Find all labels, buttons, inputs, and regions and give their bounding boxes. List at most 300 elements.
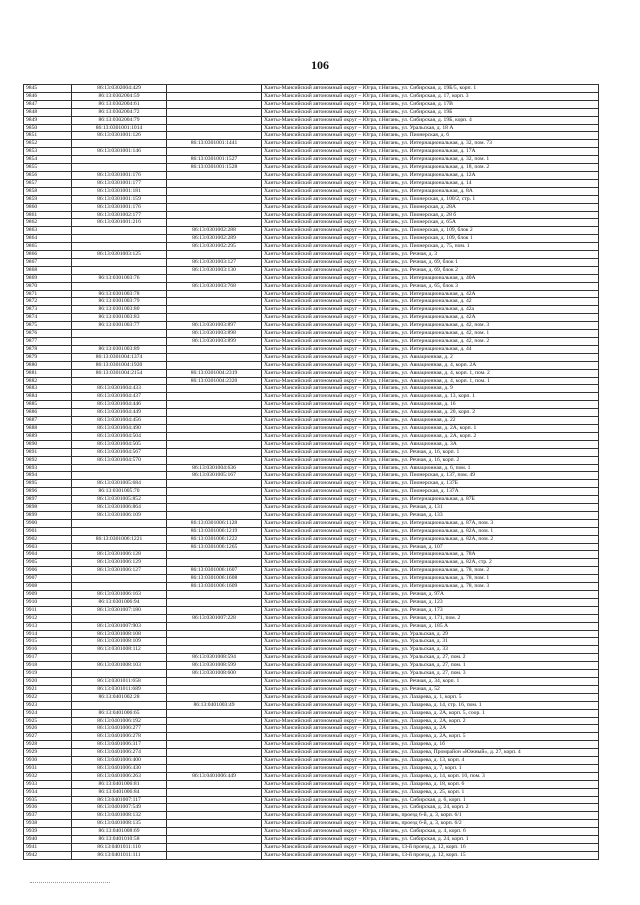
room-cadastral-cell: 86:13:0301008:599 <box>167 662 262 670</box>
row-number-cell: 9924 <box>24 709 72 717</box>
address-cell: Ханты-Мансийский автономный округ – Югра, г.Нягань, ул. Речная, д. 16, корп. 2 <box>262 456 599 464</box>
cadastral-number-cell <box>72 235 167 243</box>
room-cadastral-cell: 86:13:0301006:1128 <box>167 519 262 527</box>
cadastral-number-cell: 86:13:0301001:181 <box>72 187 167 195</box>
address-cell: Ханты-Мансийский автономный округ – Югра, г.Нягань, ул. Речная, д. 171, пом. 2 <box>262 614 599 622</box>
address-cell: Ханты-Мансийский автономный округ – Югра, г.Нягань, ул. Авиационная, д. 22 <box>262 417 599 425</box>
room-cadastral-cell <box>167 132 262 140</box>
address-cell: Ханты-Мансийский автономный округ – Югра, г.Нягань, ул. Авиационная, д. 2 <box>262 353 599 361</box>
table-row <box>24 535 599 543</box>
room-cadastral-cell <box>167 693 262 701</box>
address-cell: Ханты-Мансийский автономный округ – Югра, г.Нягань, ул. Уральская, д. 31 <box>262 638 599 646</box>
cadastral-number-cell <box>72 464 167 472</box>
cadastral-number-cell: 86:13:0301011:689 <box>72 685 167 693</box>
row-number-cell: 9881 <box>24 369 72 377</box>
cadastral-number-cell: 86:13:0301004:437 <box>72 393 167 401</box>
row-number-cell: 9880 <box>24 361 72 369</box>
address-cell: Ханты-Мансийский автономный округ – Югра, г.Нягань, ул. Речная, д. 123 <box>262 598 599 606</box>
room-cadastral-cell <box>167 812 262 820</box>
cadastral-number-cell: 86:13:0301004:490 <box>72 424 167 432</box>
cadastral-number-cell: 86:13:0302004:79 <box>72 116 167 124</box>
row-number-cell: 9926 <box>24 725 72 733</box>
cadastral-number-cell: 86:13:0301001:146 <box>72 148 167 156</box>
row-number-cell: 9847 <box>24 100 72 108</box>
cadastral-number-cell: 86:13:0401007:117 <box>72 796 167 804</box>
row-number-cell: 9885 <box>24 401 72 409</box>
address-cell: Ханты-Мансийский автономный округ – Югра, г.Нягань, ул. Авиационная, д. 6, пом. 1 <box>262 464 599 472</box>
room-cadastral-cell <box>167 741 262 749</box>
table-row <box>24 116 599 124</box>
cadastral-number-cell: 86:13:0401010:58 <box>72 836 167 844</box>
address-cell: Ханты-Мансийский автономный округ – Югра, г.Нягань, ул. Интернациональная, д. 42а <box>262 306 599 314</box>
table-row <box>24 504 599 512</box>
table-row <box>24 251 599 259</box>
cadastral-number-cell <box>72 266 167 274</box>
room-cadastral-cell <box>167 591 262 599</box>
table-row <box>24 353 599 361</box>
room-cadastral-cell <box>167 646 262 654</box>
room-cadastral-cell: 86:13:0301003:127 <box>167 258 262 266</box>
table-row <box>24 100 599 108</box>
row-number-cell: 9854 <box>24 156 72 164</box>
room-cadastral-cell <box>167 796 262 804</box>
row-number-cell: 9905 <box>24 559 72 567</box>
address-cell: Ханты-Мансийский автономный округ – Югра, г.Нягань, ул. Пионерская, д. 28А <box>262 203 599 211</box>
row-number-cell: 9846 <box>24 92 72 100</box>
room-cadastral-cell <box>167 195 262 203</box>
row-number-cell: 9908 <box>24 583 72 591</box>
row-number-cell: 9891 <box>24 448 72 456</box>
row-number-cell: 9900 <box>24 519 72 527</box>
cadastral-number-cell: 86:13:0301004:567 <box>72 448 167 456</box>
room-cadastral-cell: 86:13:0301004:2320 <box>167 377 262 385</box>
row-number-cell: 9867 <box>24 258 72 266</box>
room-cadastral-cell <box>167 551 262 559</box>
room-cadastral-cell: 86:13:0301005:167 <box>167 472 262 480</box>
row-number-cell: 9935 <box>24 796 72 804</box>
cadastral-number-cell: 86:13:0301006:109 <box>72 511 167 519</box>
row-number-cell: 9901 <box>24 527 72 535</box>
cadastral-number-cell <box>72 543 167 551</box>
row-number-cell: 9863 <box>24 227 72 235</box>
room-cadastral-cell <box>167 440 262 448</box>
cadastral-number-cell: 86:13:0301001:176 <box>72 203 167 211</box>
table-row <box>24 693 599 701</box>
address-cell: Ханты-Мансийский автономный округ – Югра, г.Нягань, ул. Уральская, д. 27, пом. 3 <box>262 670 599 678</box>
room-cadastral-cell: 86:13:0301006:1609 <box>167 583 262 591</box>
address-cell: Ханты-Мансийский автономный округ – Югра, г.Нягань, ул. Авиационная, д. 2А, корп. 1 <box>262 424 599 432</box>
address-cell: Ханты-Мансийский автономный округ – Югра, г.Нягань, ул. Пионерская, д. 100/2, стр. 1 <box>262 195 599 203</box>
room-cadastral-cell <box>167 836 262 844</box>
address-cell: Ханты-Мансийский автономный округ – Югра, г.Нягань, ул. Интернациональная, д. 82А, пом. 1 <box>262 527 599 535</box>
property-table-body <box>24 85 599 860</box>
row-number-cell: 9897 <box>24 496 72 504</box>
table-row <box>24 749 599 757</box>
room-cadastral-cell <box>167 401 262 409</box>
address-cell: Ханты-Мансийский автономный округ – Югра, г.Нягань, ул. Лазарева, д. 2А <box>262 725 599 733</box>
table-row <box>24 187 599 195</box>
room-cadastral-cell <box>167 92 262 100</box>
cadastral-number-cell: 86:13:0301002:177 <box>72 211 167 219</box>
row-number-cell: 9878 <box>24 345 72 353</box>
cadastral-number-cell: 86:13:0301003:78 <box>72 290 167 298</box>
address-cell: Ханты-Мансийский автономный округ – Югра, г.Нягань, ул. Пионерская, д. 75, пом. 1 <box>262 243 599 251</box>
row-number-cell: 9907 <box>24 575 72 583</box>
cadastral-number-cell: 86:13:0301006:127 <box>72 567 167 575</box>
address-cell: Ханты-Мансийский автономный округ – Югра, г.Нягань, ул. Интернациональная, д. 42А <box>262 314 599 322</box>
cadastral-number-cell: 86:13:0301004:446 <box>72 401 167 409</box>
room-cadastral-cell: 86:13:0301007:228 <box>167 614 262 622</box>
cadastral-number-cell: 86:13:0301003:89 <box>72 345 167 353</box>
table-row <box>24 124 599 132</box>
row-number-cell: 9852 <box>24 140 72 148</box>
row-number-cell: 9919 <box>24 670 72 678</box>
cadastral-number-cell: 86:13:0301004:505 <box>72 440 167 448</box>
room-cadastral-cell <box>167 306 262 314</box>
row-number-cell: 9925 <box>24 717 72 725</box>
row-number-cell: 9871 <box>24 290 72 298</box>
address-cell: Ханты-Мансийский автономный округ – Югра, г.Нягань, ул. Интернациональная, д. 42 <box>262 298 599 306</box>
table-row <box>24 519 599 527</box>
table-row <box>24 804 599 812</box>
cadastral-number-cell: 86:13:0401008:69 <box>72 828 167 836</box>
table-row <box>24 764 599 772</box>
row-number-cell: 9887 <box>24 417 72 425</box>
address-cell: Ханты-Мансийский автономный округ – Югра, г.Нягань, проезд 6-й, д. 3, корп. 6/2 <box>262 820 599 828</box>
cadastral-number-cell <box>72 377 167 385</box>
table-row <box>24 685 599 693</box>
table-row <box>24 322 599 330</box>
row-number-cell: 9914 <box>24 630 72 638</box>
room-cadastral-cell <box>167 749 262 757</box>
room-cadastral-cell <box>167 290 262 298</box>
address-cell: Ханты-Мансийский автономный округ – Югра, г.Нягань, ул. Лазарева, д. 18, корп. 6 <box>262 780 599 788</box>
cadastral-number-cell: 86:13:0301003:77 <box>72 322 167 330</box>
table-row <box>24 409 599 417</box>
room-cadastral-cell <box>167 851 262 859</box>
row-number-cell: 9909 <box>24 591 72 599</box>
table-row <box>24 227 599 235</box>
address-cell: Ханты-Мансийский автономный округ – Югра, г.Нягань, ул. Лазарева, д. 2А, корп. 5, соор. 1 <box>262 709 599 717</box>
cadastral-number-cell: 86:13:0401006:81 <box>72 780 167 788</box>
cadastral-number-cell <box>72 243 167 251</box>
address-cell: Ханты-Мансийский автономный округ – Югра, г.Нягань, ул. Уральская, д. 27, пом. 2 <box>262 654 599 662</box>
address-cell: Ханты-Мансийский автономный округ – Югра, г.Нягань, ул. Речная, д. 34, корп. 1 <box>262 677 599 685</box>
table-row <box>24 511 599 519</box>
table-row <box>24 361 599 369</box>
table-row <box>24 701 599 709</box>
cadastral-number-cell: 86:13:0401002:28 <box>72 693 167 701</box>
table-row <box>24 527 599 535</box>
cadastral-number-cell: 86:13:0401006:84 <box>72 788 167 796</box>
table-row <box>24 92 599 100</box>
address-cell: Ханты-Мансийский автономный округ – Югра, г.Нягань, ул. Авиационная, д. 4, корп. 1, пом. 1 <box>262 377 599 385</box>
row-number-cell: 9856 <box>24 171 72 179</box>
room-cadastral-cell: 86:13:0301008:600 <box>167 670 262 678</box>
address-cell: Ханты-Мансийский автономный округ – Югра, г.Нягань, ул. Интернациональная, д. 42А <box>262 290 599 298</box>
address-cell: Ханты-Мансийский автономный округ – Югра, г.Нягань, ул. Речная, д. 52 <box>262 685 599 693</box>
cadastral-number-cell: 86:13:0301004:504 <box>72 432 167 440</box>
table-row <box>24 258 599 266</box>
row-number-cell: 9893 <box>24 464 72 472</box>
cadastral-number-cell: 86:13:0301007:180 <box>72 606 167 614</box>
room-cadastral-cell <box>167 148 262 156</box>
table-row <box>24 543 599 551</box>
room-cadastral-cell: 86:13:0301006:1608 <box>167 575 262 583</box>
address-cell: Ханты-Мансийский автономный округ – Югра, г.Нягань, ул. Авиационная, д. 4, корп. 2А <box>262 361 599 369</box>
cadastral-number-cell: 86:13:0301004:570 <box>72 456 167 464</box>
table-row <box>24 156 599 164</box>
address-cell: Ханты-Мансийский автономный округ – Югра, г.Нягань, 13-й проезд, д. 12, корп. 15 <box>262 851 599 859</box>
address-cell: Ханты-Мансийский автономный округ – Югра, г.Нягань, ул. Интернациональная, д. 32, пом. 73 <box>262 140 599 148</box>
room-cadastral-cell <box>167 828 262 836</box>
room-cadastral-cell: 86:13:0301006:1222 <box>167 535 262 543</box>
row-number-cell: 9872 <box>24 298 72 306</box>
row-number-cell: 9899 <box>24 511 72 519</box>
table-row <box>24 551 599 559</box>
room-cadastral-cell <box>167 717 262 725</box>
table-row <box>24 820 599 828</box>
address-cell: Ханты-Мансийский автономный округ – Югра, г.Нягань, ул. Интернациональная, д. 18, пом. 2 <box>262 164 599 172</box>
cadastral-number-cell: 86:13:0401006:263 <box>72 772 167 780</box>
cadastral-number-cell <box>72 575 167 583</box>
address-cell: Ханты-Мансийский автономный округ – Югра, г.Нягань, ул. Интернациональная, д. 17А <box>262 148 599 156</box>
row-number-cell: 9898 <box>24 504 72 512</box>
cadastral-number-cell: 86:13:0301001:216 <box>72 219 167 227</box>
table-row <box>24 314 599 322</box>
address-cell: Ханты-Мансийский автономный округ – Югра, г.Нягань, ул. Интернациональная, д. 87А, пом. 3 <box>262 519 599 527</box>
cadastral-number-cell: 86:13:0401007:549 <box>72 804 167 812</box>
cadastral-number-cell: 86:13:0301005:70 <box>72 488 167 496</box>
row-number-cell: 9864 <box>24 235 72 243</box>
room-cadastral-cell <box>167 598 262 606</box>
cadastral-number-cell: 86:13:0301006:1221 <box>72 535 167 543</box>
room-cadastral-cell <box>167 788 262 796</box>
row-number-cell: 9886 <box>24 409 72 417</box>
room-cadastral-cell <box>167 179 262 187</box>
row-number-cell: 9939 <box>24 828 72 836</box>
address-cell: Ханты-Мансийский автономный округ – Югра, г.Нягань, ул. Интернациональная, д. 87Б <box>262 496 599 504</box>
row-number-cell: 9869 <box>24 274 72 282</box>
row-number-cell: 9930 <box>24 757 72 765</box>
table-row <box>24 290 599 298</box>
cadastral-number-cell: 86:13:0301005:684 <box>72 480 167 488</box>
row-number-cell: 9904 <box>24 551 72 559</box>
room-cadastral-cell: 86:13:0301006:1219 <box>167 527 262 535</box>
row-number-cell: 9920 <box>24 677 72 685</box>
table-row <box>24 385 599 393</box>
room-cadastral-cell: 86:13:0301003:897 <box>167 322 262 330</box>
row-number-cell: 9917 <box>24 654 72 662</box>
table-row <box>24 741 599 749</box>
address-cell: Ханты-Мансийский автономный округ – Югра, г.Нягань, ул. Лазарева, д. 2А, корп. 2 <box>262 717 599 725</box>
row-number-cell: 9921 <box>24 685 72 693</box>
table-row <box>24 725 599 733</box>
table-row <box>24 282 599 290</box>
table-row <box>24 583 599 591</box>
cadastral-number-cell: 86:13:0301003:83 <box>72 314 167 322</box>
address-cell: Ханты-Мансийский автономный округ – Югра, г.Нягань, ул. Сибирская, д. 19Б, корп. 4 <box>262 116 599 124</box>
room-cadastral-cell <box>167 448 262 456</box>
cadastral-number-cell <box>72 670 167 678</box>
address-cell: Ханты-Мансийский автономный округ – Югра, г.Нягань, ул. Интернациональная, д. 14 <box>262 179 599 187</box>
table-row <box>24 195 599 203</box>
table-row <box>24 780 599 788</box>
row-number-cell: 9894 <box>24 472 72 480</box>
cadastral-number-cell: 86:13:0301006:94 <box>72 598 167 606</box>
cadastral-number-cell: 86:13:0301006:864 <box>72 504 167 512</box>
row-number-cell: 9874 <box>24 314 72 322</box>
room-cadastral-cell <box>167 424 262 432</box>
room-cadastral-cell <box>167 606 262 614</box>
room-cadastral-cell <box>167 385 262 393</box>
table-row <box>24 148 599 156</box>
address-cell: Ханты-Мансийский автономный округ – Югра, г.Нягань, ул. Пионерская, д. 6 <box>262 132 599 140</box>
table-row <box>24 654 599 662</box>
row-number-cell: 9895 <box>24 480 72 488</box>
room-cadastral-cell: 86:13:0301006:1607 <box>167 567 262 575</box>
room-cadastral-cell: 86:13:0301001:1441 <box>167 140 262 148</box>
address-cell: Ханты-Мансийский автономный округ – Югра, г.Нягань, ул. Интернациональная, д. 40А <box>262 274 599 282</box>
address-cell: Ханты-Мансийский автономный округ – Югра, г.Нягань, ул. Пионерская, д. 137Б <box>262 480 599 488</box>
room-cadastral-cell: 86:13:0301002:289 <box>167 235 262 243</box>
room-cadastral-cell <box>167 108 262 116</box>
room-cadastral-cell <box>167 251 262 259</box>
row-number-cell: 9858 <box>24 187 72 195</box>
room-cadastral-cell <box>167 733 262 741</box>
room-cadastral-cell <box>167 559 262 567</box>
table-row <box>24 488 599 496</box>
cadastral-number-cell <box>72 227 167 235</box>
address-cell: Ханты-Мансийский автономный округ – Югра, г.Нягань, ул. Интернациональная, д. 78, пом. 3 <box>262 583 599 591</box>
room-cadastral-cell: 86:13:0301002:295 <box>167 243 262 251</box>
address-cell: Ханты-Мансийский автономный округ – Югра, г.Нягань, ул. Речная, д. 3 <box>262 251 599 259</box>
table-row <box>24 638 599 646</box>
address-cell: Ханты-Мансийский автономный округ – Югра, г.Нягань, ул. Пионерская, д. 28 б <box>262 211 599 219</box>
row-number-cell: 9889 <box>24 432 72 440</box>
cadastral-number-cell <box>72 701 167 709</box>
table-row <box>24 844 599 852</box>
table-row <box>24 709 599 717</box>
table-row <box>24 464 599 472</box>
address-cell: Ханты-Мансийский автономный округ – Югра, г.Нягань, ул. Речная, д. 97А <box>262 591 599 599</box>
table-row <box>24 203 599 211</box>
table-row <box>24 575 599 583</box>
table-row <box>24 108 599 116</box>
cadastral-number-cell: 86:13:0401006:192 <box>72 717 167 725</box>
cadastral-number-cell <box>72 338 167 346</box>
table-row <box>24 306 599 314</box>
table-row <box>24 179 599 187</box>
table-row <box>24 496 599 504</box>
address-cell: Ханты-Мансийский автономный округ – Югра, г.Нягань, ул. Интернациональная, д. 42, пом. 2 <box>262 338 599 346</box>
address-cell: Ханты-Мансийский автономный округ – Югра, г.Нягань, ул. Пионерская, д. 65А <box>262 219 599 227</box>
address-cell: Ханты-Мансийский автономный округ – Югра, г.Нягань, проезд 6-й, д. 3, корп. 6/1 <box>262 812 599 820</box>
table-row <box>24 677 599 685</box>
table-row <box>24 567 599 575</box>
room-cadastral-cell: 86:13:0301008:594 <box>167 654 262 662</box>
address-cell: Ханты-Мансийский автономный округ – Югра, г.Нягань, ул. Авиационная, д. 3А <box>262 440 599 448</box>
table-row <box>24 171 599 179</box>
row-number-cell: 9933 <box>24 780 72 788</box>
room-cadastral-cell <box>167 780 262 788</box>
address-cell: Ханты-Мансийский автономный округ – Югра, г.Нягань, 13-й проезд, д. 12, корп. 16 <box>262 844 599 852</box>
room-cadastral-cell <box>167 844 262 852</box>
table-row <box>24 606 599 614</box>
room-cadastral-cell: 86:13:0301003:899 <box>167 338 262 346</box>
room-cadastral-cell <box>167 820 262 828</box>
table-row <box>24 717 599 725</box>
address-cell: Ханты-Мансийский автономный округ – Югра, г.Нягань, ул. Лазарева, д. 7, корп. 1 <box>262 764 599 772</box>
table-row <box>24 448 599 456</box>
address-cell: Ханты-Мансийский автономный округ – Югра, г.Нягань, ул. Сибирская, д. 6, корп. 1 <box>262 796 599 804</box>
room-cadastral-cell <box>167 409 262 417</box>
cadastral-number-cell <box>72 156 167 164</box>
cadastral-number-cell: 86:13:0302004:59 <box>72 92 167 100</box>
table-row <box>24 401 599 409</box>
address-cell: Ханты-Мансийский автономный округ – Югра, г.Нягань, ул. Интернациональная, д. 82А, пом. 2 <box>262 535 599 543</box>
address-cell: Ханты-Мансийский автономный округ – Югра, г.Нягань, ул. Интернациональная, д. 78, пом. 1 <box>262 575 599 583</box>
room-cadastral-cell: 86:13:0301002:288 <box>167 227 262 235</box>
cadastral-number-cell: 86:13:0301003:80 <box>72 306 167 314</box>
table-row <box>24 369 599 377</box>
cadastral-number-cell <box>72 519 167 527</box>
table-row <box>24 630 599 638</box>
cadastral-number-cell <box>72 472 167 480</box>
room-cadastral-cell: 86:13:0301003:898 <box>167 330 262 338</box>
row-number-cell: 9865 <box>24 243 72 251</box>
cadastral-number-cell: 86:13:0301006:163 <box>72 591 167 599</box>
address-cell: Ханты-Мансийский автономный округ – Югра, г.Нягань, ул. Лазарева, д. 14, стр. 16, пом. 1 <box>262 701 599 709</box>
cadastral-number-cell: 86:13:0401006:274 <box>72 749 167 757</box>
row-number-cell: 9938 <box>24 820 72 828</box>
cadastral-number-cell: 86:13:0401006:65 <box>72 709 167 717</box>
room-cadastral-cell <box>167 393 262 401</box>
row-number-cell: 9934 <box>24 788 72 796</box>
cadastral-number-cell: 86:13:0301008:112 <box>72 646 167 654</box>
cadastral-number-cell: 86:13:0301001:176 <box>72 171 167 179</box>
row-number-cell: 9855 <box>24 164 72 172</box>
room-cadastral-cell <box>167 488 262 496</box>
row-number-cell: 9853 <box>24 148 72 156</box>
address-cell: Ханты-Мансийский автономный округ – Югра, г.Нягань, ул. Авиационная, д. 9 <box>262 385 599 393</box>
cadastral-number-cell: 86:13:0301005:852 <box>72 496 167 504</box>
room-cadastral-cell: 86:13:0401006:449 <box>167 772 262 780</box>
row-number-cell: 9877 <box>24 338 72 346</box>
cadastral-number-cell: 86:13:0301003:125 <box>72 251 167 259</box>
table-row <box>24 345 599 353</box>
table-row <box>24 559 599 567</box>
cadastral-number-cell: 86:13:0401011:110 <box>72 844 167 852</box>
row-number-cell: 9883 <box>24 385 72 393</box>
table-row <box>24 424 599 432</box>
table-row <box>24 417 599 425</box>
row-number-cell: 9849 <box>24 116 72 124</box>
table-row <box>24 266 599 274</box>
address-cell: Ханты-Мансийский автономный округ – Югра, г.Нягань, ул. Интернациональная, д. 82А, стр. 2 <box>262 559 599 567</box>
room-cadastral-cell <box>167 298 262 306</box>
cadastral-number-cell: 86:13:0301001:177 <box>72 179 167 187</box>
address-cell: Ханты-Мансийский автономный округ – Югра, г.Нягань, ул. Сибирская, д. 4, корп. 6 <box>262 828 599 836</box>
cadastral-number-cell: 86:13:0301006:128 <box>72 551 167 559</box>
table-row <box>24 219 599 227</box>
address-cell: Ханты-Мансийский автономный округ – Югра, г.Нягань, ул. Речная, д. 65, блок 3 <box>262 282 599 290</box>
row-number-cell: 9910 <box>24 598 72 606</box>
row-number-cell: 9928 <box>24 741 72 749</box>
room-cadastral-cell <box>167 353 262 361</box>
row-number-cell: 9936 <box>24 804 72 812</box>
row-number-cell: 9866 <box>24 251 72 259</box>
